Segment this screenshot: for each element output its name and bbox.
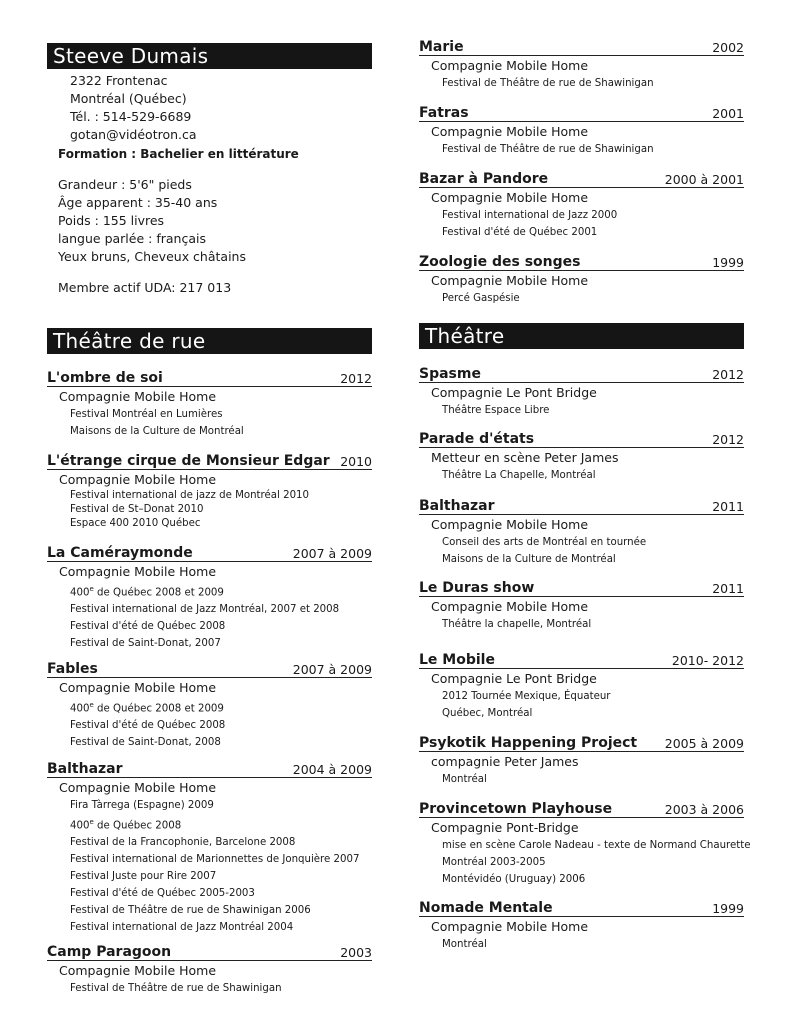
- credit-year: 2000 à 2001: [664, 172, 744, 187]
- credit-detail: Maisons de la Culture de Montréal: [442, 554, 616, 565]
- credit-title: L'étrange cirque de Monsieur Edgar: [47, 453, 330, 469]
- credit-company: Compagnie Mobile Home: [59, 680, 217, 695]
- credit-title: Marie: [419, 39, 464, 55]
- education: Formation : Bachelier en littérature: [58, 147, 299, 161]
- profile-block: [58, 145, 299, 297]
- credit-year: 2007 à 2009: [292, 662, 372, 677]
- credit-detail: Montréal: [442, 774, 487, 785]
- credit-detail: Festival international de Jazz 2000: [442, 210, 618, 221]
- street-theatre-heading: Théâtre de rue: [53, 329, 206, 353]
- credit-detail: Festival international de Jazz Montréal, 2007 et 2008: [70, 604, 340, 616]
- credit-zoologie-des-songes: [419, 253, 744, 307]
- credit-detail: Festival de Théâtre de rue de Shawinigan: [442, 144, 654, 155]
- credit-company: Compagnie Mobile Home: [431, 273, 589, 288]
- credit-nomade-mentale: [419, 899, 744, 953]
- eyes-hair: Yeux bruns, Cheveux châtains: [58, 249, 246, 264]
- credit-detail: Festival de Saint-Donat, 2007: [70, 638, 221, 650]
- credit-fables: [47, 660, 372, 751]
- credit-year: 2007 à 2009: [292, 546, 372, 561]
- language: langue parlée : français: [58, 231, 206, 246]
- credit-title: Fables: [47, 661, 98, 677]
- credit-detail: Théâtre Espace Libre: [442, 405, 550, 416]
- credit-header: [47, 452, 372, 470]
- credit-detail: mise en scène Carole Nadeau - texte de Normand Chaurette: [442, 840, 751, 851]
- credit-detail: Montréal 2003-2005: [442, 857, 546, 868]
- credit-company: Compagnie Mobile Home: [431, 58, 589, 73]
- credit-detail: Festival d'été de Québec 2001: [442, 227, 598, 238]
- credit-title: Le Mobile: [419, 652, 495, 668]
- credit-header: [419, 38, 744, 56]
- credit-company: Compagnie Mobile Home: [59, 564, 217, 579]
- credit-year: 2010- 2012: [671, 653, 744, 668]
- credit-detail: Montévidéo (Uruguay) 2006: [442, 874, 586, 885]
- credit-year: 1999: [712, 255, 744, 270]
- credit-title: Zoologie des songes: [419, 254, 581, 270]
- phone: Tél. : 514-529-6689: [70, 109, 192, 124]
- credit-year: 2012: [340, 371, 372, 386]
- credit-detail: Festival de Théâtre de rue de Shawinigan 2006: [70, 905, 311, 917]
- credit-header: [419, 497, 744, 515]
- credit-year: 2003 à 2006: [664, 802, 744, 817]
- credit-company: Compagnie Le Pont Bridge: [431, 385, 597, 400]
- credit-title: Spasme: [419, 366, 481, 382]
- credit-bazar-a-pandore: [419, 170, 744, 241]
- credit-year: 2012: [712, 367, 744, 382]
- credit-header: [419, 365, 744, 383]
- credit-detail: Conseil des arts de Montréal en tournée: [442, 537, 647, 548]
- credit-header: [419, 170, 744, 188]
- credit-header: [419, 899, 744, 917]
- theatre-heading: Théâtre: [425, 324, 505, 348]
- credit-detail: Festival de la Francophonie, Barcelone 2008: [70, 837, 296, 849]
- credit-header: [47, 660, 372, 678]
- theatre-banner: [419, 323, 744, 349]
- credit-year: 2012: [712, 432, 744, 447]
- credit-le-mobile: [419, 651, 744, 722]
- credit-detail: Percé Gaspésie: [442, 293, 520, 304]
- credit-detail: Festival d'été de Québec 2008: [70, 720, 226, 732]
- person-name: Steeve Dumais: [53, 44, 209, 68]
- credit-year: 2002: [712, 40, 744, 55]
- credit-company: Compagnie Mobile Home: [431, 190, 589, 205]
- credit-company: Compagnie Mobile Home: [431, 517, 589, 532]
- credit-company: Compagnie Mobile Home: [59, 963, 217, 978]
- credit-detail: 2012 Tournée Mexique, Équateur: [442, 691, 611, 702]
- email: gotan@vidéotron.ca: [70, 127, 197, 142]
- credit-detail: Théâtre La Chapelle, Montréal: [442, 470, 596, 481]
- street-theatre-banner: [47, 328, 372, 354]
- credit-year: 2004 à 2009: [292, 762, 372, 777]
- credit-detail: 400e de Québec 2008 et 2009: [70, 701, 224, 715]
- credit-title: Balthazar: [47, 761, 123, 777]
- credit-title: Bazar à Pandore: [419, 171, 549, 187]
- credit-detail: Festival de Théâtre de rue de Shawinigan: [70, 983, 282, 994]
- credit-year: 1999: [712, 901, 744, 916]
- credit-title: L'ombre de soi: [47, 370, 163, 386]
- credit-detail: Festival Juste pour Rire 2007: [70, 871, 217, 883]
- credit-year: 2011: [712, 581, 744, 596]
- credit-detail: Festival international de Marionnettes de Jonquière 2007: [70, 854, 360, 866]
- credit-detail: Fira Tàrrega (Espagne) 2009: [70, 800, 214, 811]
- address-line-1: 2322 Frontenac: [70, 73, 168, 88]
- credit-detail: Maisons de la Culture de Montréal: [70, 426, 244, 437]
- credit-header: [47, 760, 372, 778]
- credit-spasme: [419, 365, 744, 419]
- membership: Membre actif UDA: 217 013: [58, 280, 232, 295]
- credit-detail: Espace 400 2010 Québec: [70, 518, 201, 529]
- credit-balthazar: [47, 760, 372, 936]
- credit-company: Compagnie Le Pont Bridge: [431, 671, 597, 686]
- credit-company: Compagnie Pont-Bridge: [431, 820, 579, 835]
- credit-la-cameraymonde: [47, 544, 372, 652]
- credit-detail: Québec, Montréal: [442, 708, 533, 719]
- credit-header: [47, 369, 372, 387]
- credit-detail: 400e de Québec 2008 et 2009: [70, 585, 224, 599]
- credit-l-ombre-de-soi: [47, 369, 372, 440]
- credit-title: Le Duras show: [419, 580, 535, 596]
- credit-year: 2001: [712, 106, 744, 121]
- credit-le-duras-show: [419, 579, 744, 633]
- apparent-age: Âge apparent : 35-40 ans: [58, 195, 218, 210]
- credit-psykotik-happening-project: [419, 734, 744, 788]
- address-line-2: Montréal (Québec): [70, 91, 187, 106]
- credit-detail: Festival de Saint-Donat, 2008: [70, 737, 221, 749]
- credit-title: Provincetown Playhouse: [419, 801, 613, 817]
- credit-balthazar: [419, 497, 744, 568]
- credit-header: [419, 104, 744, 122]
- contact-block: [70, 72, 197, 144]
- credit-year: 2005 à 2009: [664, 736, 744, 751]
- credit-detail: Festival international de Jazz Montréal 2004: [70, 922, 294, 934]
- credit-title: Parade d'états: [419, 431, 535, 447]
- credit-title: La Caméraymonde: [47, 545, 193, 561]
- credit-company: Compagnie Mobile Home: [59, 780, 217, 795]
- credit-detail: Montréal: [442, 939, 487, 950]
- credit-detail: 400e de Québec 2008: [70, 818, 182, 832]
- credit-header: [419, 800, 744, 818]
- credit-header: [419, 430, 744, 448]
- credit-fatras: [419, 104, 744, 158]
- credit-company: Compagnie Mobile Home: [431, 919, 589, 934]
- credit-detail: Festival de Théâtre de rue de Shawinigan: [442, 78, 654, 89]
- credit-header: [419, 734, 744, 752]
- credit-detail: Festival Montréal en Lumières: [70, 409, 223, 420]
- credit-year: 2010: [340, 454, 372, 469]
- credit-l-etrange-cirque-de-monsieur-edgar: [47, 452, 372, 531]
- credit-company: Metteur en scène Peter James: [431, 450, 619, 465]
- credit-parade-d-etats: [419, 430, 744, 484]
- credit-provincetown-playhouse: [419, 800, 751, 888]
- credit-title: Balthazar: [419, 498, 495, 514]
- credit-header: [419, 579, 744, 597]
- credit-company: Compagnie Mobile Home: [431, 599, 589, 614]
- credit-year: 2011: [712, 499, 744, 514]
- credit-company: Compagnie Mobile Home: [59, 472, 217, 487]
- credit-title: Nomade Mentale: [419, 900, 553, 916]
- credit-year: 2003: [340, 945, 372, 960]
- credit-header: [47, 544, 372, 562]
- credit-marie: [419, 38, 744, 92]
- credit-detail: Festival de St–Donat 2010: [70, 504, 204, 515]
- credit-detail: Festival d'été de Québec 2008: [70, 621, 226, 633]
- credit-detail: Festival d'été de Québec 2005-2003: [70, 888, 255, 900]
- credit-detail: Théâtre la chapelle, Montréal: [442, 619, 592, 630]
- name-banner: [47, 43, 372, 69]
- credit-company: Compagnie Mobile Home: [431, 124, 589, 139]
- credit-title: Psykotik Happening Project: [419, 735, 638, 751]
- credit-company: compagnie Peter James: [431, 754, 579, 769]
- height: Grandeur : 5'6" pieds: [58, 177, 192, 192]
- credit-title: Camp Paragoon: [47, 944, 172, 960]
- weight: Poids : 155 livres: [58, 213, 165, 228]
- credit-title: Fatras: [419, 105, 469, 121]
- credit-detail: Festival international de jazz de Montréal 2010: [70, 490, 310, 501]
- credit-camp-paragoon: [47, 943, 372, 997]
- credit-header: [47, 943, 372, 961]
- credit-header: [419, 253, 744, 271]
- credit-company: Compagnie Mobile Home: [59, 389, 217, 404]
- credit-header: [419, 651, 744, 669]
